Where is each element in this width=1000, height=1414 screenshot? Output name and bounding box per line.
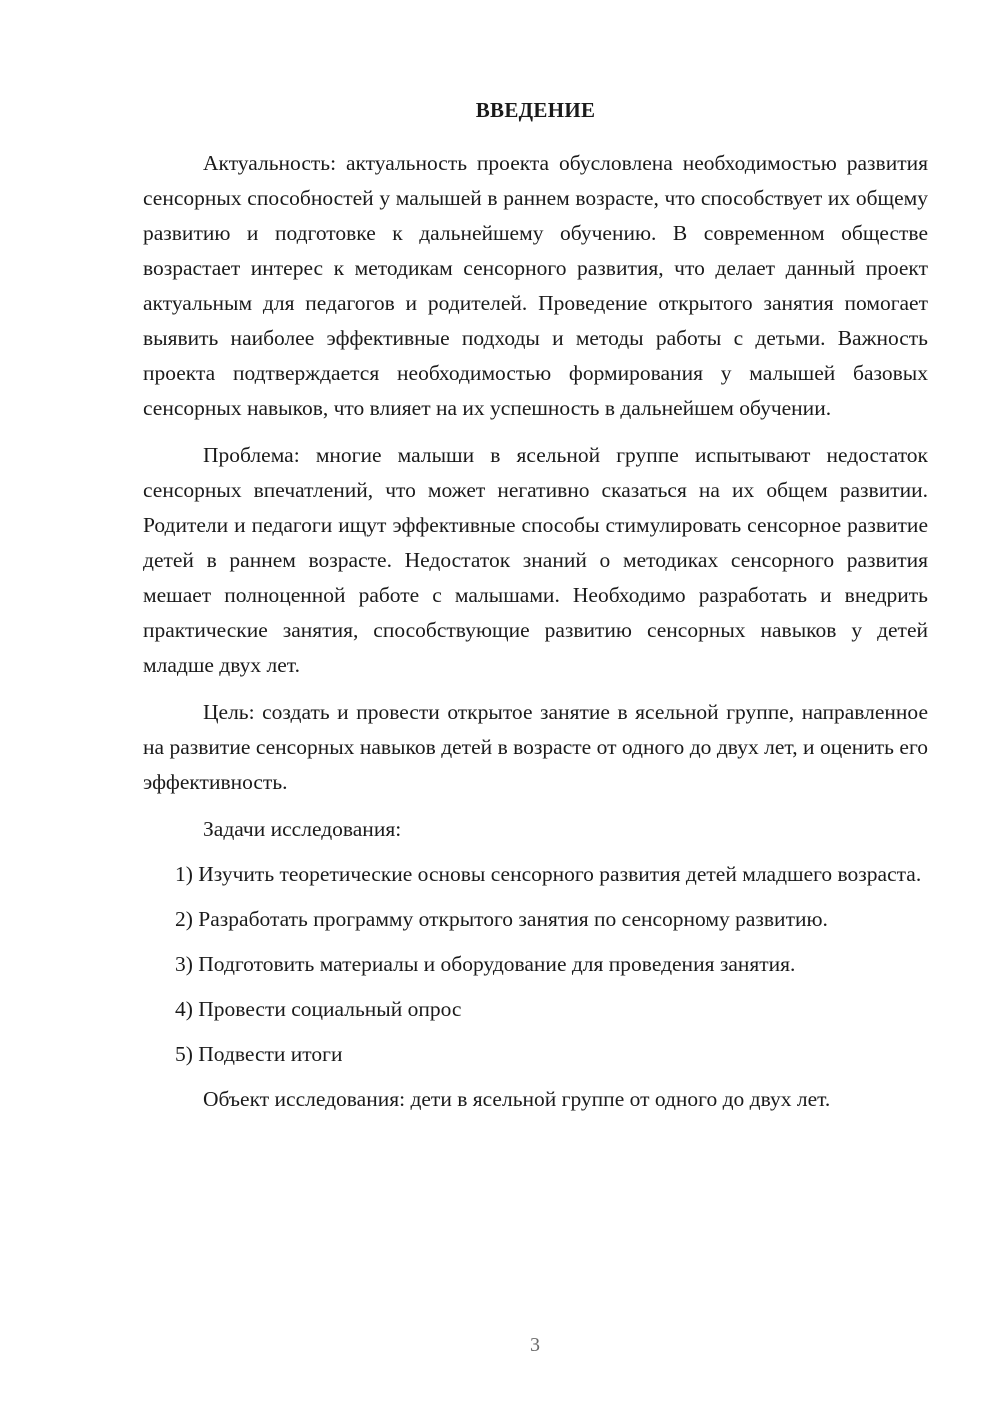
task-item-5: 5) Подвести итоги [175, 1042, 343, 1066]
page-number: 3 [530, 1334, 540, 1356]
page-content [143, 96, 928, 1129]
task-item-3: 3) Подготовить материалы и оборудование для проведения занятия. [175, 952, 796, 976]
relevance-paragraph: Актуальность: актуальность проекта обусловлена необходимостью развития сенсорных способностей у малышей в раннем возрасте, что способствует их общему развитию и подготовке к дальнейшему обучению. В современном обществе возрастает интерес к методикам сенсорного развития, что делает данный проект актуальным для педагогов и родителей. Проведение открытого занятия помогает выявить наиболее эффективные подходы и методы работы с детьми. Важность проекта подтверждается необходимостью формирования у малышей базовых сенсорных навыков, что влияет на их успешность в дальнейшем обучении. [143, 151, 928, 420]
problem-paragraph: Проблема: многие малыши в ясельной группе испытывают недостаток сенсорных впечатлений, что может негативно сказаться на их общем развитии. Родители и педагоги ищут эффективные способы стимулировать сенсорное развитие детей в раннем возрасте. Недостаток знаний о методиках сенсорного развития мешает полноценной работе с малышами. Необходимо разработать и внедрить практические занятия, способствующие развитию сенсорных навыков у детей младше двух лет. [143, 443, 928, 677]
task-item-4: 4) Провести социальный опрос [175, 997, 462, 1021]
task-item-1: 1) Изучить теоретические основы сенсорного развития детей младшего возраста. [175, 862, 922, 886]
tasks-heading: Задачи исследования: [203, 817, 402, 841]
object-paragraph: Объект исследования: дети в ясельной группе от одного до двух лет. [203, 1087, 831, 1111]
goal-paragraph: Цель: создать и провести открытое занятие в ясельной группе, направленное на развитие сенсорных навыков детей в возрасте от одного до двух лет, и оценить его эффективность. [143, 700, 928, 794]
section-title: ВВЕДЕНИЕ [475, 98, 596, 122]
task-item-2: 2) Разработать программу открытого занятия по сенсорному развитию. [175, 907, 828, 931]
